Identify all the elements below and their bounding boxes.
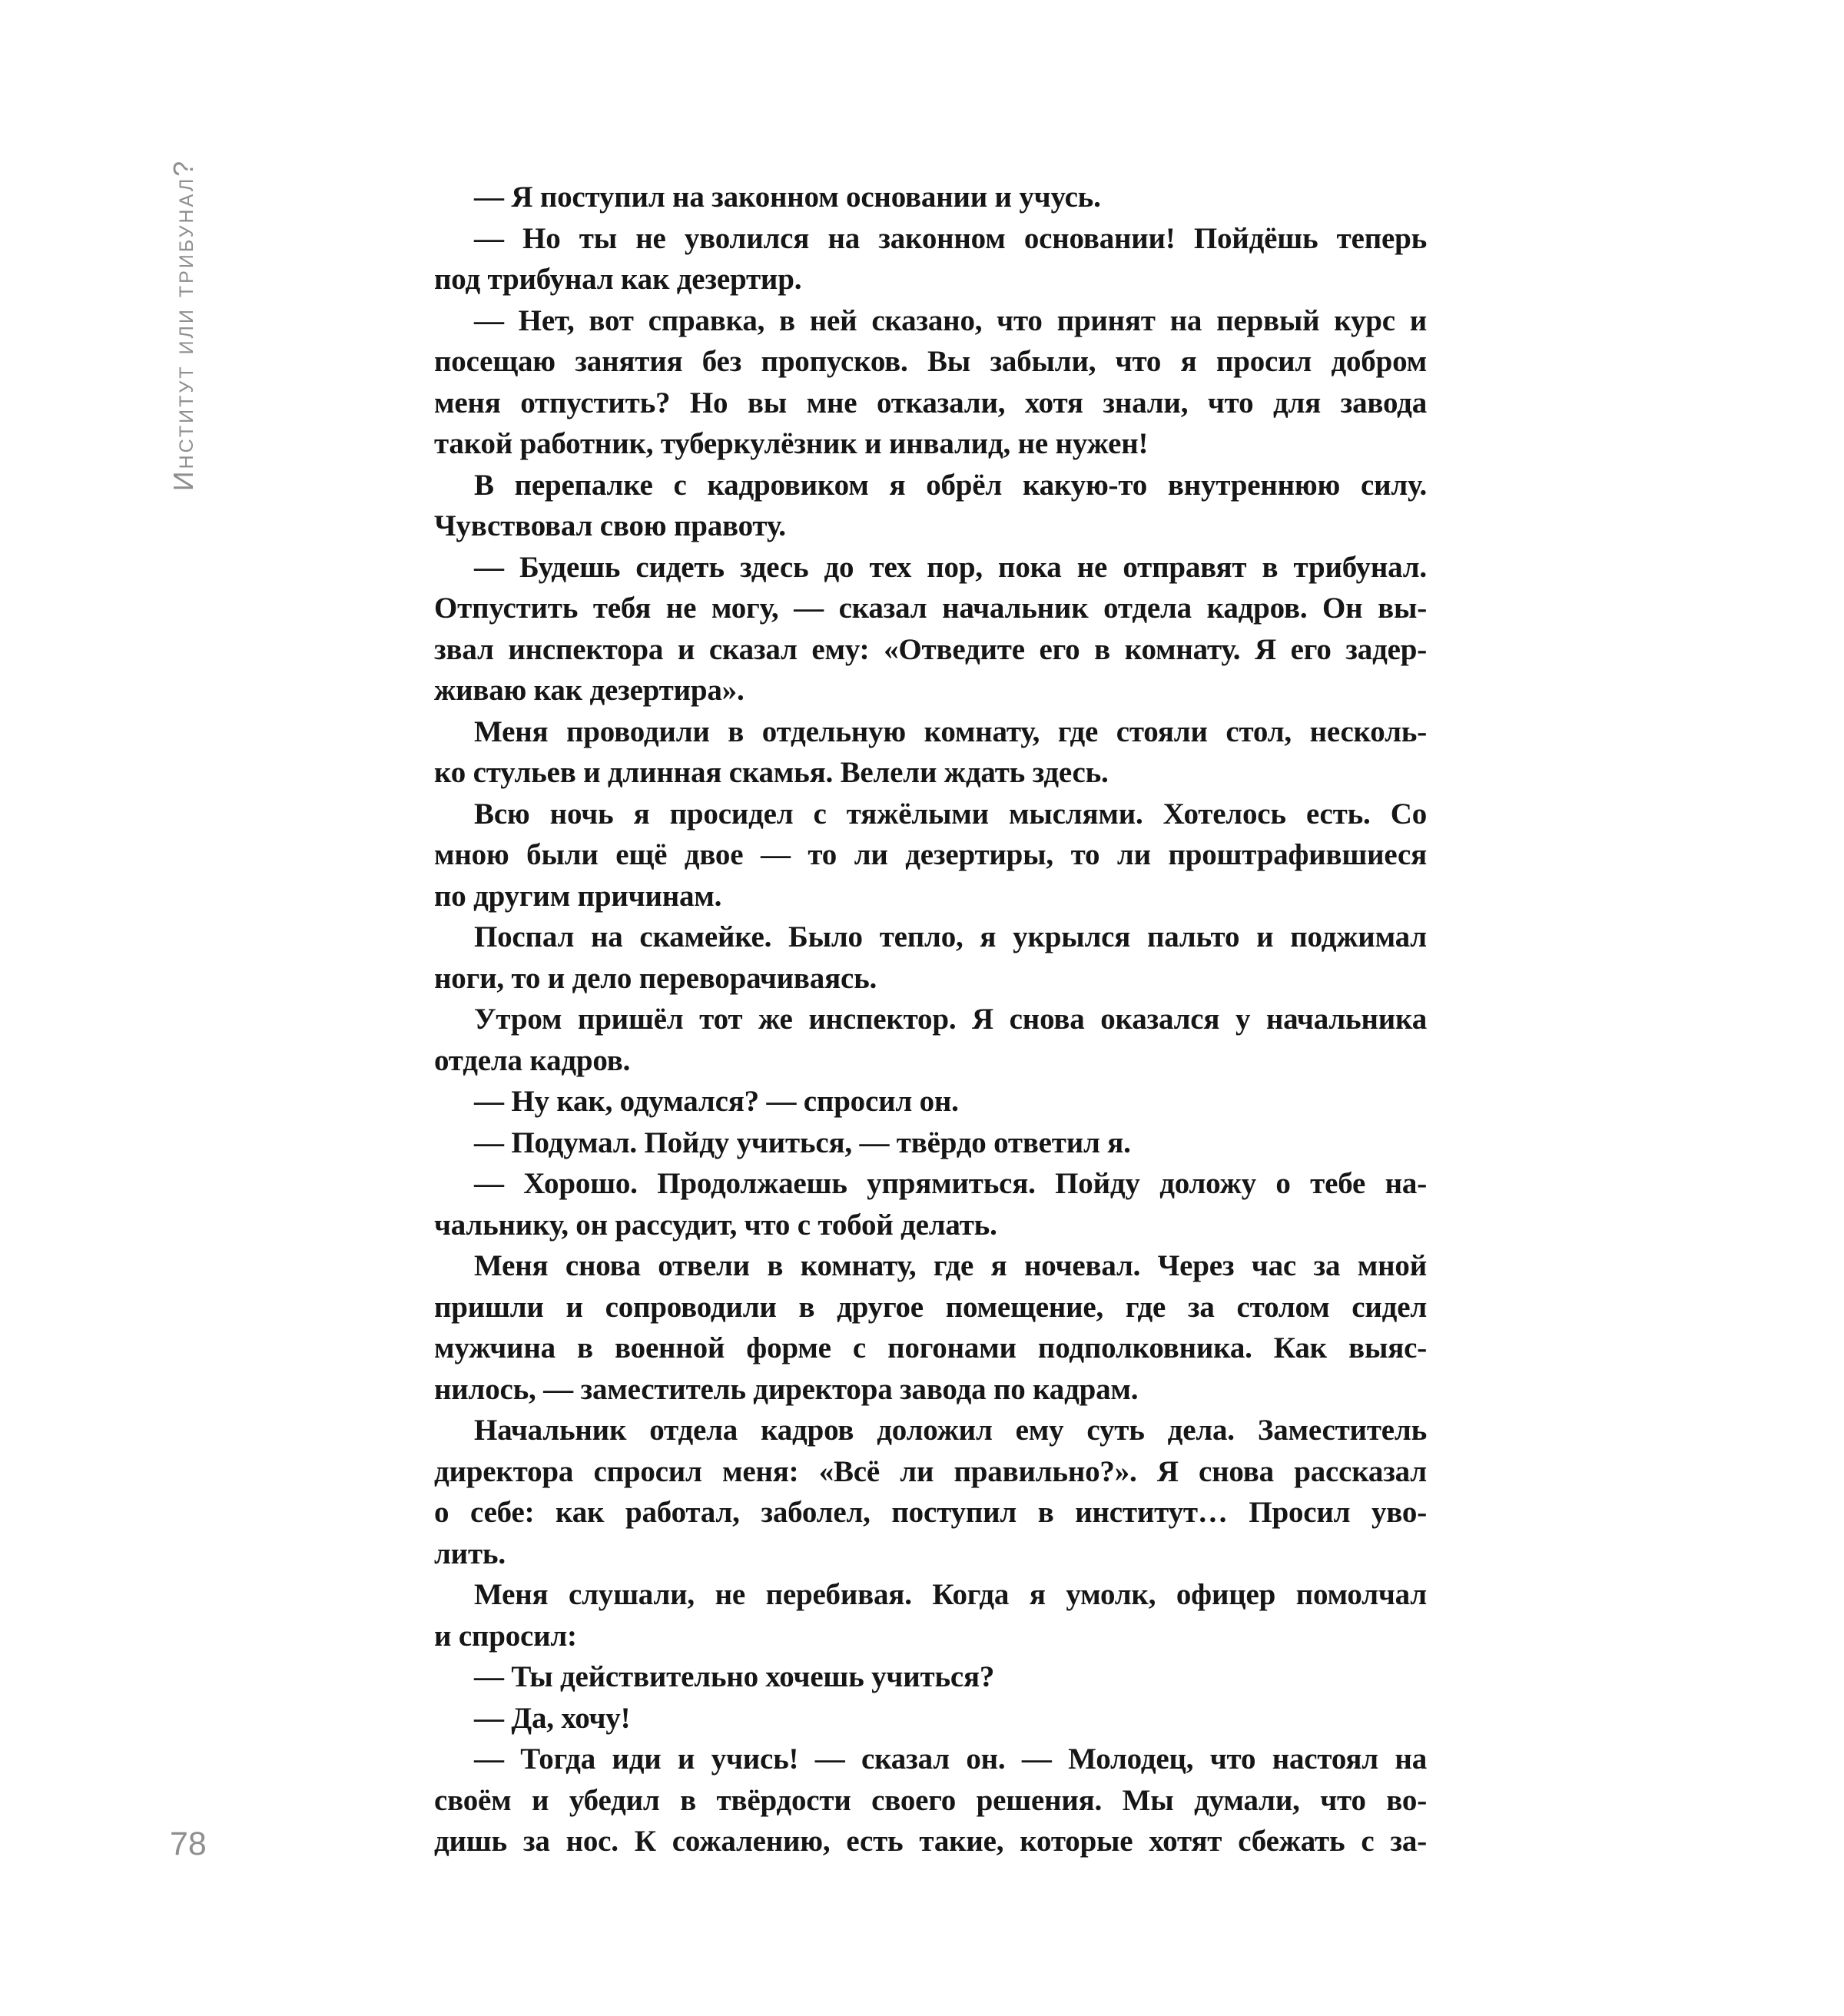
text-line: посещаю занятия без пропусков. Вы забыли, что я просил добром xyxy=(434,345,1427,378)
text-line: ко стульев и длинная скамья. Велели ждать здесь. xyxy=(434,756,1109,789)
text-line: Меня проводили в отдельную комнату, где стояли стол, несколь- xyxy=(474,715,1427,748)
text-line: Всю ночь я просидел с тяжёлыми мыслями. Хотелось есть. Со xyxy=(474,797,1427,831)
text-line: живаю как дезертира». xyxy=(434,674,745,707)
text-line: ноги, то и дело переворачиваясь. xyxy=(434,961,877,995)
text-block xyxy=(434,177,1427,1862)
text-line: — Хорошо. Продолжаешь упрямиться. Пойду доложу о тебе на- xyxy=(474,1167,1427,1200)
text-line: звал инспектора и сказал ему: «Отведите его в комнату. Я его задер- xyxy=(434,632,1427,666)
text-line: меня отпустить? Но вы мне отказали, хотя знали, что для завода xyxy=(434,386,1427,419)
text-line: Отпустить тебя не могу, — сказал начальник отдела кадров. Он вы- xyxy=(434,592,1427,625)
text-line: под трибунал как дезертир. xyxy=(434,263,802,296)
text-line: — Да, хочу! xyxy=(474,1701,631,1735)
text-line: — Ты действительно хочешь учиться? xyxy=(474,1660,995,1693)
text-line: такой работник, туберкулёзник и инвалид, не нужен! xyxy=(434,427,1149,460)
text-line: о себе: как работал, заболел, поступил в институт… Просил уво- xyxy=(434,1496,1427,1529)
margin-chapter-title: Институт или трибунал? xyxy=(167,158,199,492)
text-line: пришли и сопроводили в другое помещение, где за столом сидел xyxy=(434,1290,1427,1324)
page-number: 78 xyxy=(170,1825,207,1862)
text-line: — Я поступил на законном основании и учусь. xyxy=(474,181,1101,214)
text-line: — Ну как, одумался? — спросил он. xyxy=(474,1085,959,1118)
text-line: своём и убедил в твёрдости своего решения. Мы думали, что во- xyxy=(434,1783,1427,1817)
text-line: — Подумал. Пойду учиться, — твёрдо ответил я. xyxy=(474,1126,1131,1159)
text-line: В перепалке с кадровиком я обрёл какую-то внутреннюю силу. xyxy=(474,468,1427,502)
text-line: Меня слушали, не перебивая. Когда я умолк, офицер помолчал xyxy=(474,1578,1427,1611)
text-line: мужчина в военной форме с погонами подполковника. Как выяс- xyxy=(434,1331,1427,1364)
text-line: отдела кадров. xyxy=(434,1043,631,1077)
text-line: директора спросил меня: «Всё ли правильно?». Я снова рассказал xyxy=(434,1454,1427,1488)
text-line: — Тогда иди и учись! — сказал он. — Молодец, что настоял на xyxy=(474,1742,1427,1776)
text-line: Меня снова отвели в комнату, где я ночевал. Через час за мной xyxy=(474,1249,1427,1282)
text-line: дишь за нос. К сожалению, есть такие, которые хотят сбежать с за- xyxy=(434,1825,1427,1858)
text-line: — Но ты не уволился на законном основании! Пойдёшь теперь xyxy=(474,221,1427,255)
text-line: — Будешь сидеть здесь до тех пор, пока не отправят в трибунал. xyxy=(474,550,1427,584)
text-line: Поспал на скамейке. Было тепло, я укрылся пальто и поджимал xyxy=(474,920,1427,953)
text-line: — Нет, вот справка, в ней сказано, что принят на первый курс и xyxy=(474,303,1427,337)
text-line: Начальник отдела кадров доложил ему суть дела. Заместитель xyxy=(474,1414,1427,1447)
text-line: по другим причинам. xyxy=(434,879,722,913)
text-line: Чувствовал свою правоту. xyxy=(434,509,786,542)
text-line: мною были ещё двое — то ли дезертиры, то ли проштрафившиеся xyxy=(434,838,1427,871)
text-line: нилось, — заместитель директора завода по кадрам. xyxy=(434,1372,1139,1406)
text-line: чальнику, он рассудит, что с тобой делать. xyxy=(434,1208,997,1242)
text-line: Утром пришёл тот же инспектор. Я снова оказался у начальника xyxy=(474,1003,1427,1036)
text-line: и спросил: xyxy=(434,1619,577,1653)
text-line: лить. xyxy=(434,1537,506,1570)
